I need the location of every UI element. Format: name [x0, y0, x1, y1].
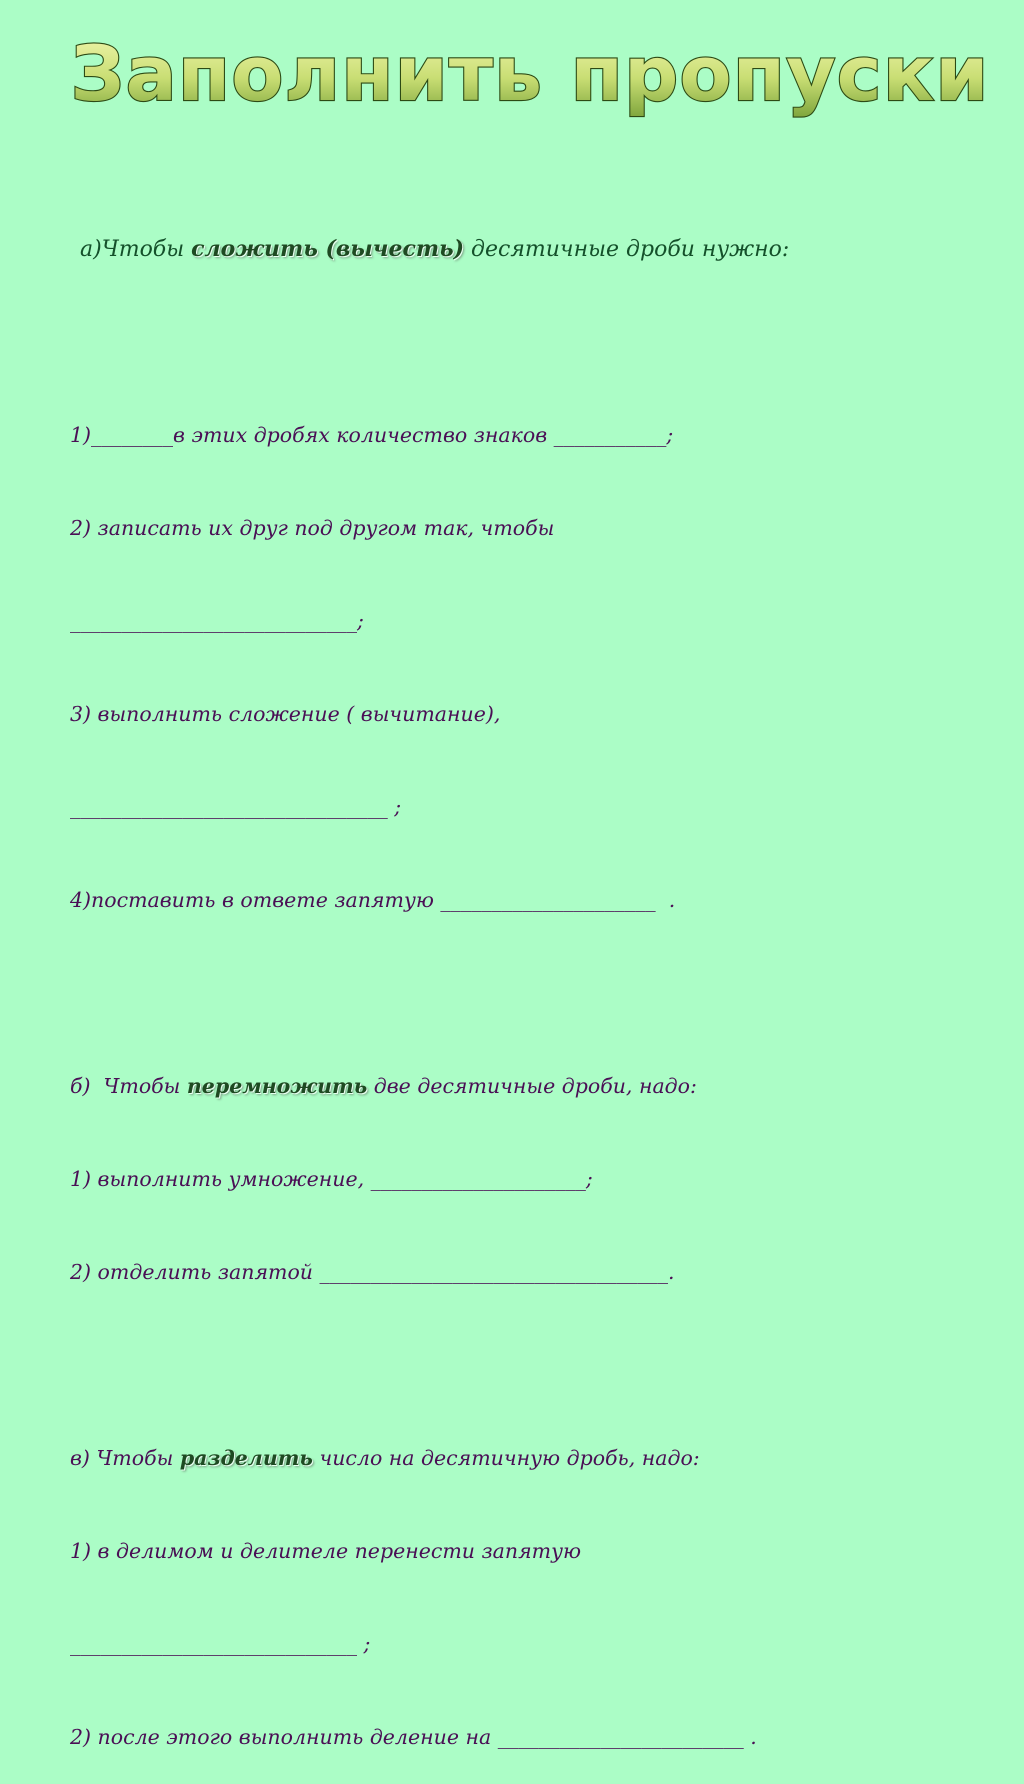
exercise-text — [70, 172, 970, 1784]
keyword-divide: разделить — [179, 1446, 313, 1470]
section-c-intro: в) Чтобы разделить число на десятичную дробь, надо: — [70, 1446, 700, 1470]
spacer — [70, 327, 970, 358]
section-a-line-3: ____________________________; — [70, 609, 364, 633]
section-a-line-1: 1)________в этих дробях количество знаков ___________; — [70, 423, 674, 447]
keyword-add-subtract: сложить (вычесть) — [191, 236, 465, 262]
slide-title — [0, 20, 1024, 120]
section-a-line-4: 3) выполнить сложение ( вычитание), — [70, 702, 501, 726]
spacer — [70, 978, 970, 1009]
section-b-intro: б) Чтобы перемножить две десятичные дроби, надо: — [70, 1074, 697, 1098]
section-b-line-1: 1) выполнить умножение, _____________________; — [70, 1167, 593, 1191]
title-text: Заполнить пропуски — [70, 29, 990, 118]
spacer — [70, 1350, 970, 1381]
section-a-intro: а)Чтобы сложить (вычесть) десятичные дроби нужно: — [80, 236, 790, 262]
section-a-line-5: _______________________________ ; — [70, 795, 402, 819]
section-a-line-2: 2) записать их друг под другом так, чтобы — [70, 516, 555, 540]
section-a-line-6: 4)поставить в ответе запятую _____________________ . — [70, 888, 676, 912]
section-b-line-2: 2) отделить запятой __________________________________. — [70, 1260, 675, 1284]
section-c-line-3: 2) после этого выполнить деление на ________________________ . — [70, 1725, 757, 1749]
keyword-multiply: перемножить — [186, 1074, 368, 1098]
section-c-line-2: ____________________________ ; — [70, 1632, 371, 1656]
section-c-line-1: 1) в делимом и делителе перенести запятую — [70, 1539, 582, 1563]
